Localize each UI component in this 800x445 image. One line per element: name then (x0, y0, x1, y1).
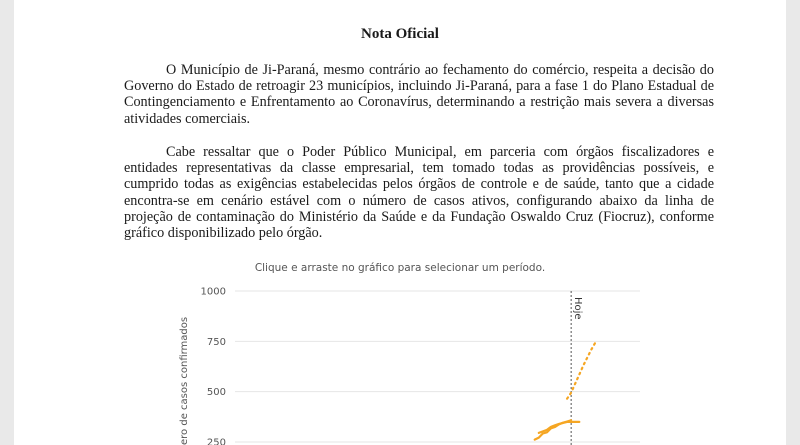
y-tick-label: 250 (206, 437, 226, 445)
chart-series (535, 342, 596, 439)
y-tick-label: 1000 (200, 286, 226, 298)
today-label: Hoje (572, 297, 584, 320)
chart-caption: Clique e arraste no gráfico para selecionar um período. (254, 262, 546, 274)
y-tick-label: 750 (206, 336, 226, 348)
y-axis-label: ero de casos confirmados (179, 316, 190, 445)
paragraph-1: O Município de Ji-Paraná, mesmo contrário ao fechamento do comércio, respeita a decisão do Governo do Estado de retroagir 23 municípios, incluindo Ji-Paraná, para a fase 1 do Plano Estadual de Contingenciamento e Enfrentamento ao Coronavírus, determinando a restrição mais severa a diversas atividades comerciais. (124, 62, 714, 127)
y-axis-ticks (201, 287, 226, 445)
series-line-1 (539, 422, 580, 433)
page-title: Nota Oficial (361, 26, 439, 42)
paragraph-2: Cabe ressaltar que o Poder Público Municipal, em parceria com órgãos fiscalizadores e entidades representativas da classe empresarial, tem tomado todas as providências possíveis, e cumprido todas as exigências estabelecidas pelos órgãos de controle e de saúde, tanto que a cidade encontra-se em cenário estável com o número de casos ativos, configurando abaixo da linha de projeção de contaminação do Ministério da Saúde e da Fundação Oswaldo Cruz (Fiocruz), conforme gráfico disponibilizado pelo órgão. (124, 144, 714, 242)
y-tick-label: 500 (206, 387, 226, 399)
series-line-2 (567, 342, 595, 398)
